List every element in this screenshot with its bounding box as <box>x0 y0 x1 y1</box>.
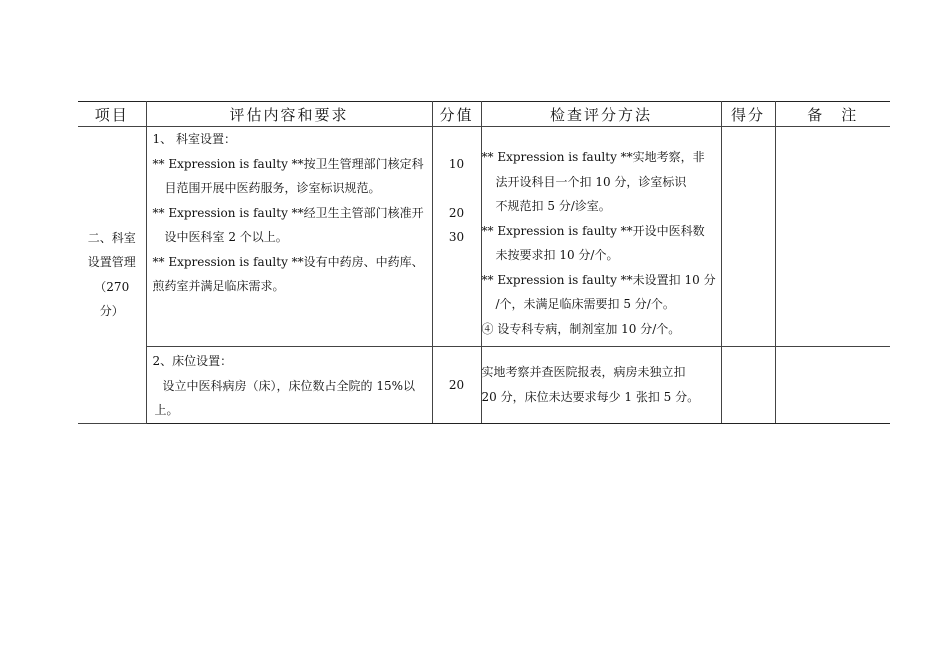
got-cell <box>721 127 775 347</box>
method-line: ④ 设专科专病，制剂室加 10 分/个。 <box>481 321 681 336</box>
content-title: 1、 科室设置： <box>152 132 236 146</box>
method-line: 法开设科目一个扣 10 分，诊室标识 <box>495 174 687 189</box>
header-got: 得分 <box>721 102 775 127</box>
header-remark: 备 注 <box>775 102 890 127</box>
table-row <box>78 127 890 347</box>
content-item-line: ** Expression is faulty **设有中药房、中药库、 <box>152 254 424 269</box>
method-cell <box>481 127 721 347</box>
method-line: ** Expression is faulty **实地考察，非 <box>481 150 705 164</box>
evaluation-table <box>78 101 890 424</box>
content-item-line: 目范围开展中医药服务，诊室标识规范。 <box>164 181 381 195</box>
header-method: 检查评分方法 <box>481 102 721 127</box>
project-line: 分） <box>99 304 124 319</box>
project-line: （270 <box>94 279 130 294</box>
remark-cell <box>775 127 890 347</box>
header-score: 分值 <box>432 102 481 127</box>
score-cell <box>432 127 481 347</box>
score-value: 10 <box>448 156 465 171</box>
project-cell <box>78 127 146 424</box>
content-cell <box>146 347 432 424</box>
content-item-line: 煎药室并满足临床需求。 <box>152 279 285 293</box>
score-value: 30 <box>448 230 465 244</box>
content-item-line: ** Expression is faulty **经卫生主管部门核准开 <box>152 205 424 220</box>
score-value: 20 <box>448 377 465 392</box>
remark-cell <box>775 347 890 424</box>
method-line: 未按要求扣 10 分/个。 <box>495 248 619 262</box>
method-line: 不规范扣 5 分/诊室。 <box>495 199 611 213</box>
content-title: 2、床位设置： <box>152 354 233 368</box>
content-body: 设立中医科病房（床），床位数占全院的 15%以上。 <box>154 378 415 417</box>
method-line: ** Expression is faulty **未设置扣 10 分 <box>481 272 716 287</box>
content-cell <box>146 127 432 347</box>
method-cell <box>481 347 721 424</box>
project-line: 设置管理 <box>87 255 136 270</box>
header-content: 评估内容和要求 <box>146 102 432 127</box>
header-project: 项目 <box>78 102 146 127</box>
method-line: 实地考察并查医院报表，病房未独立扣 <box>481 365 686 380</box>
score-cell <box>432 347 481 424</box>
project-line: 二、科室 <box>87 230 136 245</box>
content-item-line: 设中医科室 2 个以上。 <box>164 230 288 244</box>
header-row <box>78 102 890 127</box>
method-line: 20 分，床位未达要求每少 1 张扣 5 分。 <box>481 389 700 404</box>
score-value: 20 <box>448 205 465 220</box>
method-line: /个，未满足临床需要扣 5 分/个。 <box>495 297 675 311</box>
content-item-line: ** Expression is faulty **按卫生管理部门核定科 <box>152 156 424 171</box>
method-line: ** Expression is faulty **开设中医科数 <box>481 223 705 238</box>
table-row <box>78 347 890 424</box>
got-cell <box>721 347 775 424</box>
score-value <box>433 176 481 201</box>
